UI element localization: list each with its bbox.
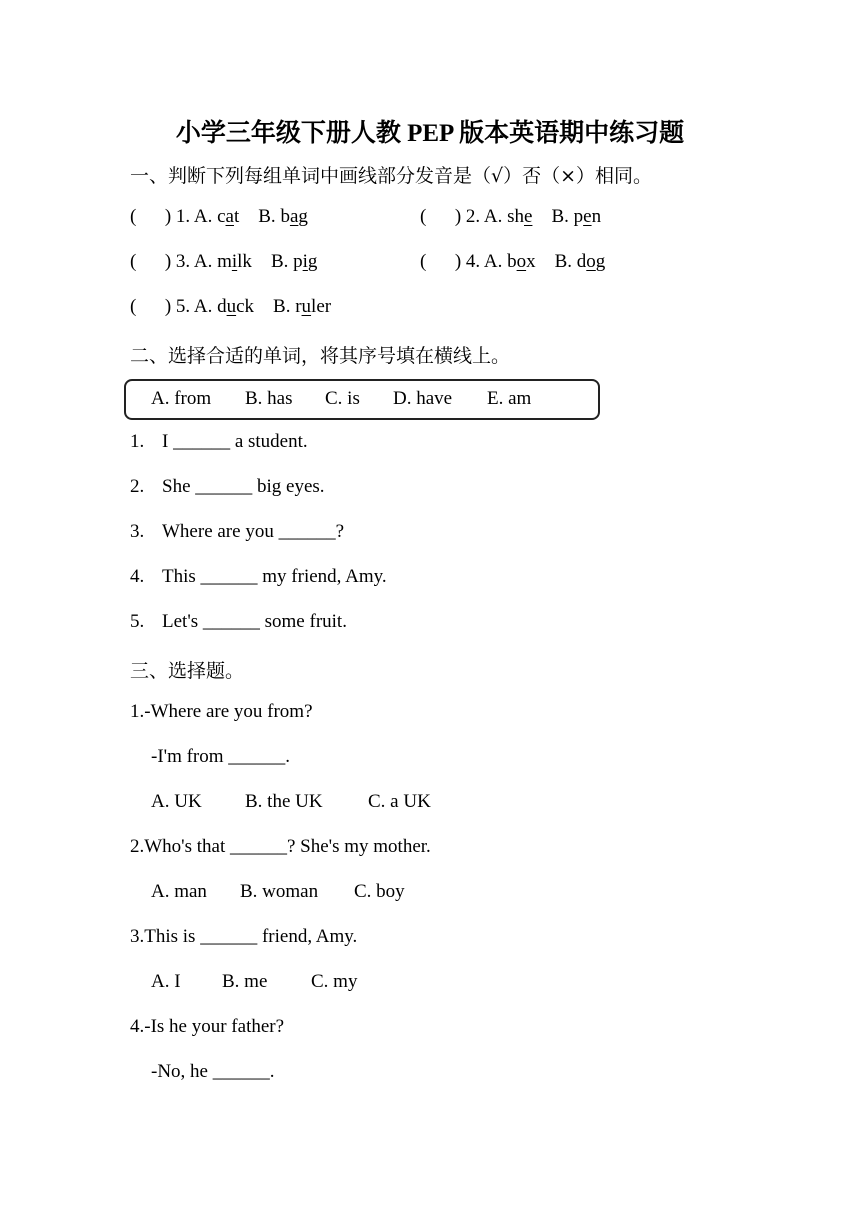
word-b: pig (293, 251, 318, 272)
answer-blank[interactable]: ( ) (420, 251, 462, 272)
section3-heading: 三、选择题。 (130, 660, 245, 682)
s3-q4-line2: -No, he ______. (151, 1061, 275, 1082)
s3-q1-option-c: C. a UK (368, 791, 431, 812)
s1-item-4: ( ) 4. A. box B. dog (420, 251, 606, 272)
answer-blank[interactable]: ( ) (130, 206, 172, 227)
word-a: cat (217, 206, 240, 227)
word-a: box (507, 251, 536, 272)
s3-q2-line1: 2.Who's that ______? She's my mother. (130, 836, 431, 857)
word-option-e: E. am (487, 388, 532, 409)
s3-q3-option-c: C. my (311, 971, 358, 992)
s3-q1-option-b: B. the UK (245, 791, 323, 812)
word-option-b: B. has (245, 388, 293, 409)
s1-item-5: ( ) 5. A. duck B. ruler (130, 296, 332, 317)
s3-q1-line1: 1.-Where are you from? (130, 701, 313, 722)
s3-q1-option-a: A. UK (151, 791, 202, 812)
word-option-d: D. have (393, 388, 453, 409)
word-option-a: A. from (151, 388, 212, 409)
word-option-c: C. is (325, 388, 360, 409)
word-b: bag (280, 206, 308, 227)
answer-blank[interactable]: ( ) (130, 296, 172, 317)
s3-q1-line2: -I'm from ______. (151, 746, 291, 767)
s2-item-5: 5. Let's ______ some fruit. (130, 611, 347, 632)
s3-q2-option-a: A. man (151, 881, 207, 902)
word-a: she (507, 206, 533, 227)
section2-heading: 二、选择合适的单词，将其序号填在横线上。 (130, 345, 511, 367)
word-a: duck (217, 296, 255, 317)
s3-q4-line1: 4.-Is he your father? (130, 1016, 285, 1037)
s3-q2-option-b: B. woman (240, 881, 319, 902)
s2-item-3: 3. Where are you ______? (130, 521, 345, 542)
s1-item-3: ( ) 3. A. milk B. pig (130, 251, 318, 272)
section1-heading: 一、判断下列每组单词中画线部分发音是（√）否（×）相同。 (130, 165, 653, 187)
s2-item-1: 1. I ______ a student. (130, 431, 308, 452)
s2-item-4: 4. This ______ my friend, Amy. (130, 566, 387, 587)
s3-q3-option-a: A. I (151, 971, 181, 992)
s2-item-2: 2. She ______ big eyes. (130, 476, 325, 497)
s3-q3-line1: 3.This is ______ friend, Amy. (130, 926, 358, 947)
word-options-box (124, 379, 600, 420)
word-b: dog (576, 251, 606, 272)
word-b: ruler (295, 296, 332, 317)
s1-item-1: ( ) 1. A. cat B. bag (130, 206, 308, 227)
s3-q3-option-b: B. me (222, 971, 268, 992)
page-title: 小学三年级下册人教 PEP 版本英语期中练习题 (175, 120, 685, 147)
answer-blank[interactable]: ( ) (420, 206, 462, 227)
answer-blank[interactable]: ( ) (130, 251, 172, 272)
s1-item-2: ( ) 2. A. she B. pen (420, 206, 602, 227)
word-b: pen (573, 206, 602, 227)
word-a: milk (217, 251, 252, 272)
s3-q2-option-c: C. boy (354, 881, 405, 902)
